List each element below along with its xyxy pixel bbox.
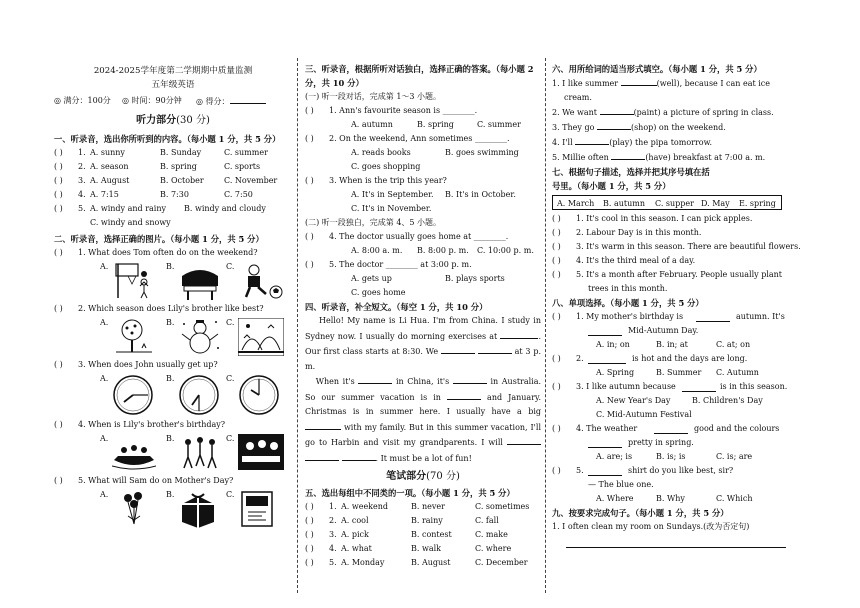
exam-time: 时间：90分钟 <box>131 96 182 105</box>
cloze-blank[interactable] <box>342 451 376 461</box>
answer-paren[interactable]: ( ) <box>305 502 314 511</box>
question-row: ( ) 5. shirt do you like best, sir? <box>552 464 788 478</box>
cloze-passage: Hello! My name is Li Hua. I'm from China. I study in Sydney now. I usually do morning exercises at . Our first class starts at 8:30. We at 3 p. m. When it's in China, it's in Australia. So our summer vacation is in and January. Christmas is in summer here. I usually have a big with my family. But in this summer vacation, I'll go to Harbin and visit my grandparents. I will . It must be a lot of fun! <box>305 316 542 463</box>
fill-blank[interactable] <box>621 76 657 86</box>
cloze-blank[interactable] <box>441 344 475 354</box>
question-row: ( ) 2. Labour Day is in this month. <box>552 226 788 240</box>
fill-blank[interactable] <box>575 135 609 145</box>
fill-item: 1. I like summer (well), because I can eat ice <box>552 76 788 91</box>
picture-question: ( ) 1. What does Tom often do on the weekend? <box>54 246 292 260</box>
answer-paren[interactable]: ( ) <box>54 360 63 369</box>
question-row-cont: Mid-Autumn Day. <box>552 324 788 338</box>
choice-blank[interactable] <box>588 466 622 476</box>
picture-question: ( ) 4. When is Lily's brother's birthday? <box>54 418 292 432</box>
question-row: ( ) 3. A. pick B. contest C. make <box>305 528 541 542</box>
question-row: ( ) 3. When is the trip this year? <box>305 174 541 188</box>
answer-paren[interactable]: ( ) <box>552 354 561 363</box>
gift-box-image[interactable] <box>178 490 218 528</box>
cloze-blank[interactable] <box>447 390 481 400</box>
answer-paren[interactable]: ( ) <box>305 106 314 115</box>
question-row: ( ) 5. A. windy and rainy B. windy and cloudy <box>54 202 292 216</box>
answer-paren[interactable]: ( ) <box>54 248 63 257</box>
spring-tree-image[interactable] <box>112 318 154 356</box>
column-divider <box>545 58 546 593</box>
question-row: ( ) 1. It's cool in this season. I can pick apples. <box>552 212 788 226</box>
piano-image[interactable] <box>178 264 222 300</box>
question-row: ( ) 3. A. August B. October C. November <box>54 174 292 188</box>
option-row: A. Where B. Why C. Which <box>596 494 753 503</box>
answer-paren[interactable]: ( ) <box>54 162 63 171</box>
answer-paren[interactable]: ( ) <box>305 232 314 241</box>
cloze-blank[interactable] <box>305 420 341 430</box>
snowman-image[interactable] <box>178 318 222 356</box>
answer-paren[interactable]: ( ) <box>552 256 561 265</box>
question-row: ( ) 1. A. weekend B. never C. sometimes <box>305 500 541 514</box>
section-8-title: 八、单项选择。（每小题 1 分，共 5 分） <box>552 298 704 308</box>
section-5-title: 五、选出每组中不同类的一项。（每小题 1 分，共 5 分） <box>305 488 515 498</box>
family-dinner-image[interactable] <box>238 434 284 470</box>
section-2-title: 二、听录音，选择正确的图片。（每小题 1 分，共 5 分） <box>54 234 264 244</box>
cloze-blank[interactable] <box>453 374 487 384</box>
column-divider <box>297 58 298 593</box>
greeting-card-image[interactable] <box>240 490 274 528</box>
option-row: A. autumn B. spring C. summer <box>351 120 521 129</box>
question-row: ( ) 2. On the weekend, Ann sometimes ________. <box>305 132 541 146</box>
option-row: A. It's in September. B. It's in October. <box>351 190 516 199</box>
answer-paren[interactable]: ( ) <box>305 134 314 143</box>
answer-paren[interactable]: ( ) <box>54 148 63 157</box>
fill-item: 5. Millie often (have) breakfast at 7:00 a. m. <box>552 150 788 165</box>
choice-blank[interactable] <box>588 326 622 336</box>
bullet-icon: ◎ <box>122 96 129 105</box>
cloze-blank[interactable] <box>500 329 538 339</box>
section-3-part-2: (二) 听一段独白，完成第 4、5 小题。 <box>305 218 442 227</box>
option-row: A. Spring B. Summer C. Autumn <box>596 368 759 377</box>
picture-question: ( ) 3. When does John usually get up? <box>54 358 292 372</box>
question-row: ( ) 2. A. season B. spring C. sports <box>54 160 292 174</box>
clock-image[interactable] <box>178 374 220 416</box>
picture-options: A. B. C. <box>54 316 292 358</box>
option-row: C. It's in November. <box>351 204 432 213</box>
section-9-title: 九、按要求完成句子。（每小题 1 分，共 5 分） <box>552 508 729 518</box>
question-row: ( ) 1. Ann's favourite season is ________. <box>305 104 541 118</box>
picture-question: ( ) 2. Which season does Lily's brother like best? <box>54 302 292 316</box>
answer-line[interactable] <box>566 538 786 548</box>
answer-paren[interactable]: ( ) <box>552 424 561 433</box>
section-1-title: 一、听录音，选出你所听到的内容。（每小题 1 分，共 5 分） <box>54 134 281 144</box>
question-row-cont: trees in this month. <box>588 284 668 293</box>
cloze-blank[interactable] <box>478 344 512 354</box>
question-row-cont: — The blue one. <box>588 480 654 489</box>
fill-item: 2. We want (paint) a picture of spring in class. <box>552 105 788 120</box>
answer-paren[interactable]: ( ) <box>305 558 314 567</box>
question-row-cont: pretty in spring. <box>552 436 788 450</box>
basketball-image[interactable] <box>114 262 154 300</box>
answer-paren[interactable]: ( ) <box>552 382 561 391</box>
score-blank[interactable] <box>230 94 266 104</box>
question-row: ( ) 3. It's warm in this season. There are beautiful flowers. <box>552 240 788 254</box>
choice-blank[interactable] <box>682 382 716 392</box>
written-heading: 笔试部分(70 分) <box>386 471 460 482</box>
answer-paren[interactable]: ( ) <box>54 420 63 429</box>
clock-image[interactable] <box>112 374 154 416</box>
bullet-icon: ◎ <box>196 97 203 106</box>
question-row: ( ) 5. A. Monday B. August C. December <box>305 556 541 570</box>
question-row: ( ) 4. It's the third meal of a day. <box>552 254 788 268</box>
option-row: A. reads books B. goes swimming <box>351 148 519 157</box>
column-2 <box>305 58 541 570</box>
option-row: C. goes shopping <box>351 162 421 171</box>
answer-paren[interactable]: ( ) <box>552 270 561 279</box>
cloze-blank[interactable] <box>358 374 392 384</box>
section-6-title: 六、用所给词的适当形式填空。（每小题 1 分，共 5 分） <box>552 64 762 74</box>
full-score: 满分：100分 <box>63 96 111 105</box>
option-row: A. gets up B. plays sports <box>351 274 505 283</box>
picture-options: A. B. C. <box>54 432 292 474</box>
cloze-blank[interactable] <box>305 451 339 461</box>
answer-paren[interactable]: ( ) <box>552 312 561 321</box>
answer-paren[interactable]: ( ) <box>54 476 63 485</box>
choice-blank[interactable] <box>654 424 688 434</box>
question-row: ( ) 1. A. sunny B. Sunday C. summer <box>54 146 292 160</box>
answer-paren[interactable]: ( ) <box>54 204 63 213</box>
score-label: 得分： <box>205 97 230 106</box>
fill-item: 3. They go (shop) on the weekend. <box>552 120 788 135</box>
choice-blank[interactable] <box>588 354 626 364</box>
listening-heading: 听力部分(30 分) <box>136 115 210 126</box>
option-row: A. in; on B. in; at C. at; on <box>596 340 751 349</box>
option-row: C. goes home <box>351 288 406 297</box>
answer-paren[interactable]: ( ) <box>54 304 63 313</box>
section-4-title: 四、听录音，补全短文。（每空 1 分，共 10 分） <box>305 302 488 312</box>
question-row: ( ) 4. A. what B. walk C. where <box>305 542 541 556</box>
section-3-title: 三、听录音，根据所听对话独白，选择正确的答案。（每小题 2 分，共 10 分） <box>305 64 534 88</box>
fill-item: 4. I'll (play) the pipa tomorrow. <box>552 135 788 150</box>
column-3 <box>552 58 801 548</box>
answer-paren[interactable]: ( ) <box>552 228 561 237</box>
rewrite-item: 1. I often clean my room on Sundays.(改为否定句) <box>552 522 750 531</box>
clock-image[interactable] <box>238 374 280 416</box>
picture-options: A. B. C. <box>54 260 292 302</box>
answer-paren[interactable]: ( ) <box>305 516 314 525</box>
answer-paren[interactable]: ( ) <box>552 466 561 475</box>
question-row-cont: C. windy and snowy <box>90 218 171 227</box>
exam-title: 2024-2025学年度第二学期期中质量监测 <box>93 66 253 76</box>
answer-paren[interactable]: ( ) <box>305 260 314 269</box>
question-row: ( ) 3. I like autumn because is in this season. <box>552 380 788 394</box>
section-7-title: 七、根据句子描述，选择并把其序号填在括 <box>552 167 710 177</box>
question-row: ( ) 2. A. cool B. rainy C. fall <box>305 514 541 528</box>
answer-paren[interactable]: ( ) <box>54 176 63 185</box>
exam-subtitle: 五年级英语 <box>151 80 195 90</box>
cloze-blank[interactable] <box>507 435 541 445</box>
fill-blank[interactable] <box>597 120 631 130</box>
kids-playing-image[interactable] <box>178 434 222 470</box>
fill-item-cont: cream. <box>564 93 592 102</box>
option-row: A. New Year's Day B. Children's Day <box>596 396 763 405</box>
question-row: ( ) 2. is hot and the days are long. <box>552 352 788 366</box>
football-image[interactable] <box>238 262 284 300</box>
question-row: ( ) 5. The doctor ________ at 3:00 p. m. <box>305 258 541 272</box>
fill-blank[interactable] <box>611 150 645 160</box>
column-1 <box>54 58 292 530</box>
answer-paren[interactable]: ( ) <box>305 530 314 539</box>
section-3-part-1: (一) 听一段对话，完成第 1～3 小题。 <box>305 92 442 101</box>
question-row: ( ) 4. The doctor usually goes home at ________. <box>305 230 541 244</box>
flowers-image[interactable] <box>116 490 152 528</box>
fill-blank[interactable] <box>600 105 634 115</box>
option-row: C. Mid-Autumn Festival <box>596 410 692 419</box>
answer-paren[interactable]: ( ) <box>305 176 314 185</box>
answer-paren[interactable]: ( ) <box>54 190 63 199</box>
question-row: ( ) 4. A. 7:15 B. 7:30 C. 7:50 <box>54 188 292 202</box>
answer-paren[interactable]: ( ) <box>552 242 561 251</box>
option-row: A. 8:00 a. m. B. 8:00 p. m. C. 10:00 p. m. <box>351 246 534 255</box>
choice-blank[interactable] <box>696 312 730 322</box>
question-row: ( ) 1. My mother's birthday is autumn. It's <box>552 310 788 324</box>
answer-paren[interactable]: ( ) <box>552 214 561 223</box>
option-row: A. are; is B. is; is C. is; are <box>596 452 753 461</box>
word-box: A. March B. autumn C. supper D. May E. spring <box>552 195 782 210</box>
picture-options: A. B. C. <box>54 488 292 530</box>
section-7-title-cont: 号里。（每小题 1 分，共 5 分） <box>552 181 671 191</box>
autumn-scene-image[interactable] <box>238 318 284 356</box>
dragon-boat-image[interactable] <box>112 434 156 470</box>
question-row: ( ) 5. It's a month after February. People usually plant <box>552 268 788 282</box>
picture-question: ( ) 5. What will Sam do on Mother's Day? <box>54 474 292 488</box>
question-row: ( ) 4. The weather good and the colours <box>552 422 788 436</box>
picture-options: A. B. C. <box>54 372 292 418</box>
exam-meta <box>54 94 292 108</box>
choice-blank[interactable] <box>588 438 622 448</box>
answer-paren[interactable]: ( ) <box>305 544 314 553</box>
bullet-icon: ◎ <box>54 96 61 105</box>
